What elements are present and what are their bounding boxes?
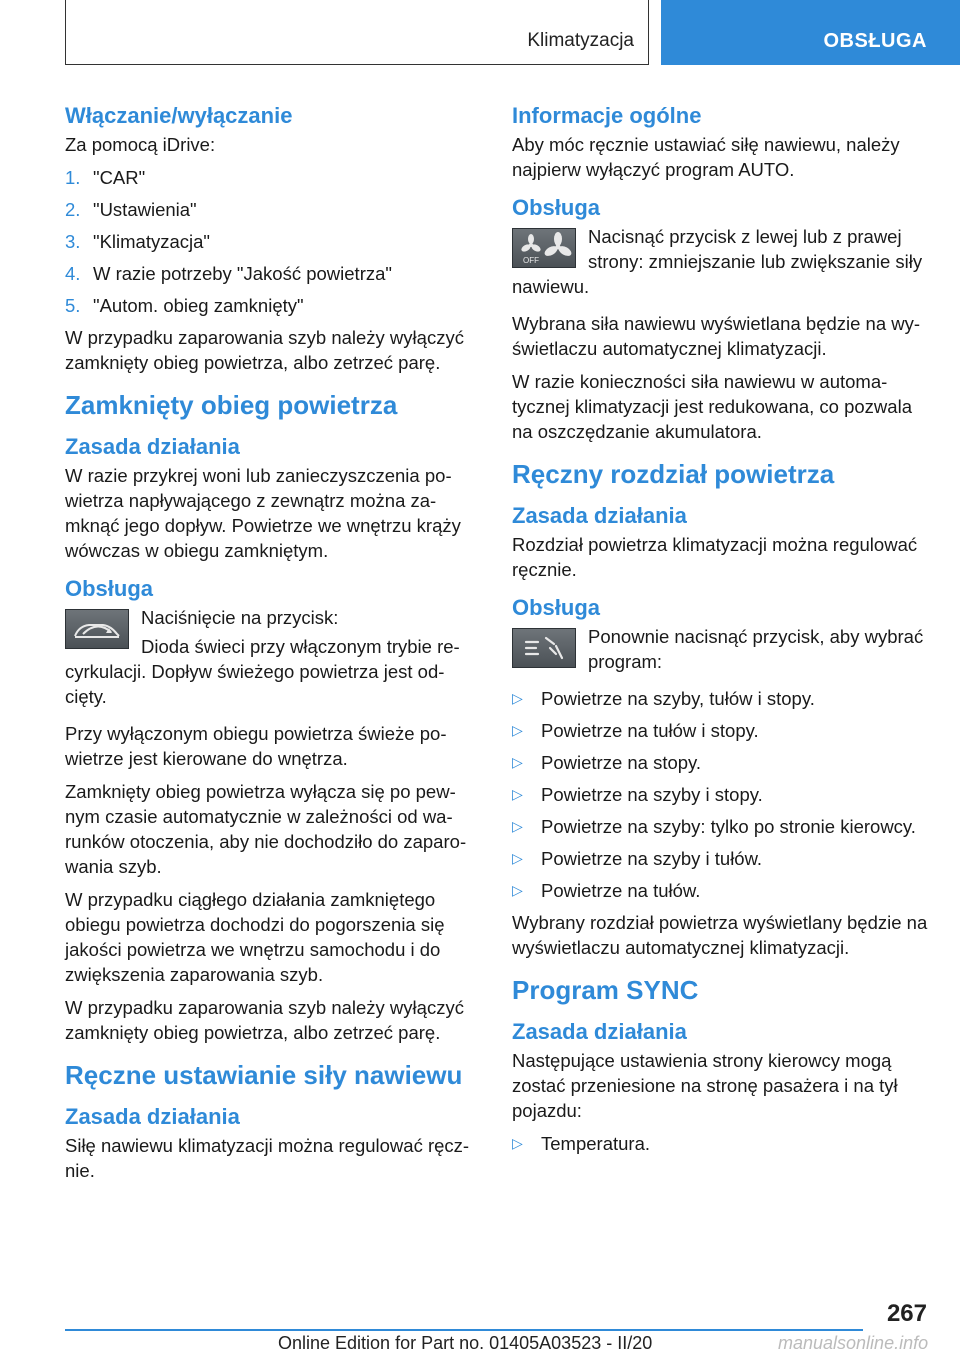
recirculation-button-icon (65, 609, 129, 649)
list-item: ▷ Powietrze na szyby i tułów. (512, 848, 763, 869)
paragraph-press: Naciśnięcie na przycisk: (141, 607, 339, 628)
heading-closed-circulation: Zamknięty obieg powietrza (65, 390, 398, 420)
paragraph-principle-1: W razie przykrej woni lub zanieczyszczenia powietrza napływającego z zewnątrz można zamknąć jego dopływ. Powietrze we wnętrzu krąży wówczas w obiegu zamkniętym. (65, 465, 461, 561)
paragraph-reduce: W razie konieczności siła nawiewu w automatycznej klimatyzacji jest redukowana, co pozwala na oszczędzanie akumulatora. (512, 371, 912, 442)
watermark: manualsonline.info (778, 1333, 929, 1353)
fan-off-label: OFF (523, 256, 539, 265)
heading-sync: Program SYNC (512, 975, 699, 1005)
paragraph-continuous: W przypadku ciągłego działania zamkniętego obiegu powietrza dochodzi do pogorszenia się jakości powietrza we wnętrzu samochodu i do zwiększenia zaparowania szyb. (65, 889, 445, 985)
heading-manual-distribution: Ręczny rozdział powietrza (512, 459, 835, 489)
paragraph-fog-2: W przypadku zaparowania szyb należy wyłączyć zamknięty obieg powietrza, albo zetrzeć parę. (65, 997, 464, 1043)
edition-text: Online Edition for Part no. 01405A03523 - II/20 (278, 1333, 653, 1353)
heading-operation-3: Obsługa (512, 595, 601, 620)
list-item: 1. "CAR" (65, 167, 146, 188)
paragraph-fan: Nacisnąć przycisk z lewej lub z prawej strony: zmniejszanie lub zwiększanie siły nawiewu. (512, 226, 923, 297)
list-item: ▷ Powietrze na tułów i stopy. (512, 720, 759, 741)
heading-operation-1: Obsługa (65, 576, 154, 601)
idrive-steps (65, 165, 477, 318)
section-tab-label: OBSŁUGA (823, 30, 927, 52)
list-item: ▷ Powietrze na szyby: tylko po stronie kierowcy. (512, 816, 916, 837)
header-frame (65, 0, 649, 65)
sync-items (512, 1131, 930, 1156)
fan-block (512, 224, 930, 303)
air-distribution-button-icon (512, 628, 576, 668)
list-item: ▷ Powietrze na stopy. (512, 752, 702, 773)
paragraph-general: Aby móc ręcznie ustawiać siłę nawiewu, należy najpierw wyłączyć program AUTO. (512, 134, 900, 180)
paragraph-program: Ponownie nacisnąć przycisk, aby wybrać program: (588, 626, 924, 672)
list-item: 4. W razie potrzeby "Jakość powietrza" (65, 263, 392, 284)
heading-general: Informacje ogólne (512, 103, 702, 128)
list-item: ▷ Powietrze na tułów. (512, 880, 701, 901)
distribution-options (512, 686, 930, 903)
heading-principle-3: Zasada działania (512, 503, 687, 528)
fan-button-icon (512, 228, 576, 268)
footer-divider (65, 1329, 863, 1331)
heading-operation-2: Obsługa (512, 195, 601, 220)
paragraph-led: Dioda świeci przy włączonym trybie recyrkulacji. Dopływ świeżego powietrza jest odcięty. (65, 636, 460, 707)
idrive-intro: Za pomocą iDrive: (65, 134, 216, 155)
paragraph-auto-off: Zamknięty obieg powietrza wyłącza się po pewnym czasie automatycznie w zależności od warunków otoczenia, aby nie dochodziło do zaparowania szyb. (65, 781, 467, 877)
list-item: ▷ Temperatura. (512, 1133, 650, 1154)
list-item: ▷ Powietrze na szyby i stopy. (512, 784, 763, 805)
list-item: 2. "Ustawienia" (65, 199, 197, 220)
paragraph-principle-3: Rozdział powietrza klimatyzacji można regulować ręcznie. (512, 534, 918, 580)
section-title: Klimatyzacja (527, 30, 634, 51)
heading-principle-1: Zasada działania (65, 434, 240, 459)
heading-manual-fan: Ręczne ustawianie siły nawiewu (65, 1060, 463, 1090)
recirculation-block (65, 605, 477, 713)
list-item: 3. "Klimatyzacja" (65, 231, 210, 252)
left-column (65, 100, 477, 1191)
paragraph-distribution-display: Wybrany rozdział powietrza wyświetlany będzie na wyświetlaczu automatycznej klimatyzacji. (512, 912, 928, 958)
paragraph-display: Wybrana siła nawiewu wyświetlana będzie na wyświetlaczu automatycznej klimatyzacji. (512, 313, 921, 359)
list-item: 5. "Autom. obieg zamknięty" (65, 295, 304, 316)
heading-principle-2: Zasada działania (65, 1104, 240, 1129)
paragraph-fog-1: W przypadku zaparowania szyb należy wyłączyć zamknięty obieg powietrza, albo zetrzeć parę. (65, 327, 464, 373)
distribution-block (512, 624, 930, 678)
paragraph-sync: Następujące ustawienia strony kierowcy mogą zostać przeniesione na stronę pasażera i na tył pojazdu: (512, 1050, 898, 1121)
paragraph-principle-2: Siłę nawiewu klimatyzacji można regulować ręcznie. (65, 1135, 470, 1181)
section-tab[interactable] (661, 0, 960, 65)
right-column (512, 100, 930, 1163)
page-number: 267 (886, 1300, 927, 1327)
list-item: ▷ Powietrze na szyby, tułów i stopy. (512, 688, 815, 709)
heading-on-off: Włączanie/wyłączanie (65, 103, 293, 128)
heading-principle-4: Zasada działania (512, 1019, 687, 1044)
paragraph-off: Przy wyłączonym obiegu powietrza świeże powietrze jest kierowane do wnętrza. (65, 723, 447, 769)
